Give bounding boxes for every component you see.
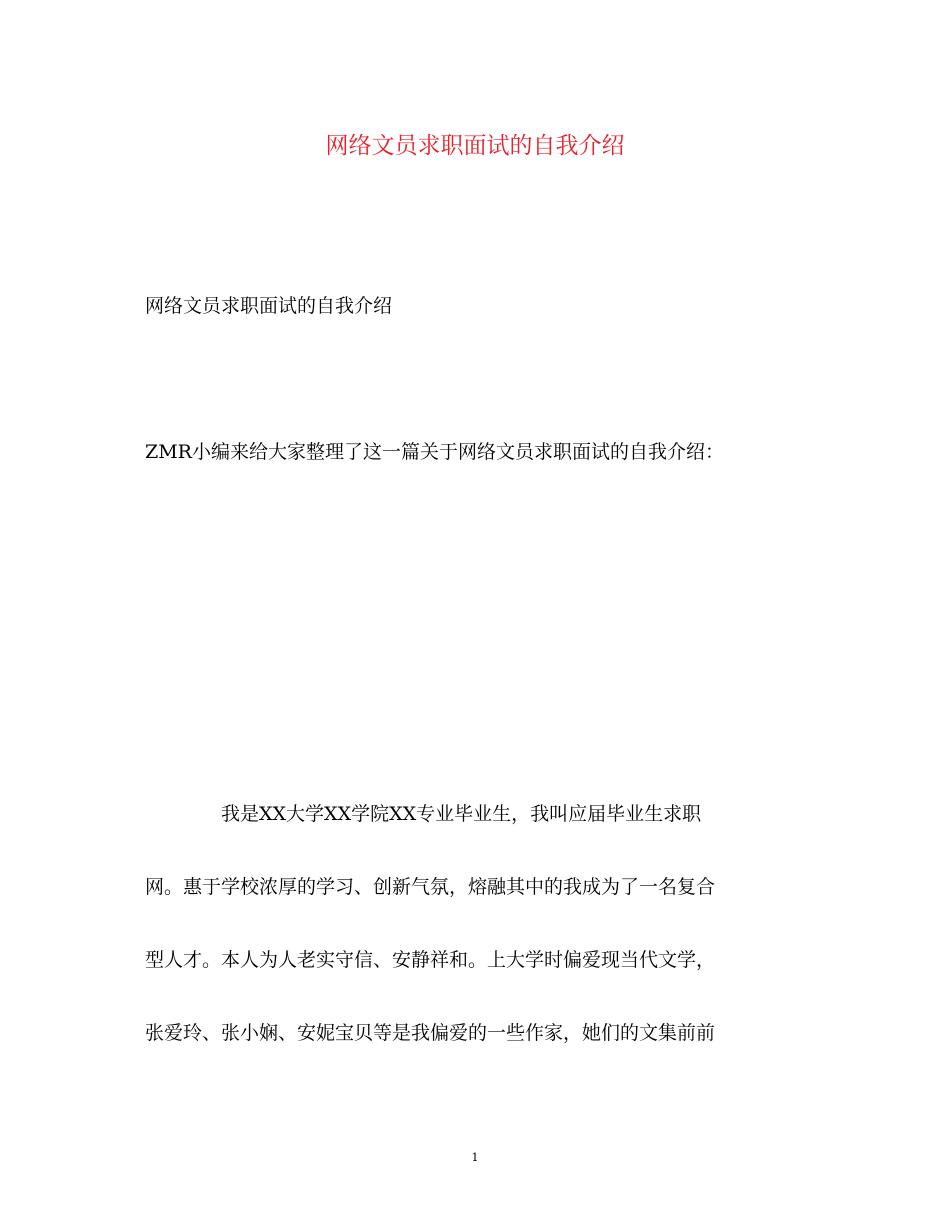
body-line: 张爱玲、张小娴、安妮宝贝等是我偏爱的一些作家，她们的文集前前 [145,1022,716,1044]
document-subtitle: 网络文员求职面试的自我介绍 [145,295,393,317]
document-title: 网络文员求职面试的自我介绍 [325,133,625,159]
body-line: 我是XX大学XX学院XX专业毕业生，我叫应届毕业生求职 [221,803,702,825]
page-number: 1 [471,1151,479,1164]
body-line: 网。惠于学校浓厚的学习、创新气氛，熔融其中的我成为了一名复合 [145,876,716,898]
body-line: 型人才。本人为人老实守信、安静祥和。上大学时偏爱现当代文学， [145,949,716,971]
intro-paragraph: ZMR小编来给大家整理了这一篇关于网络文员求职面试的自我介绍： [145,441,724,463]
